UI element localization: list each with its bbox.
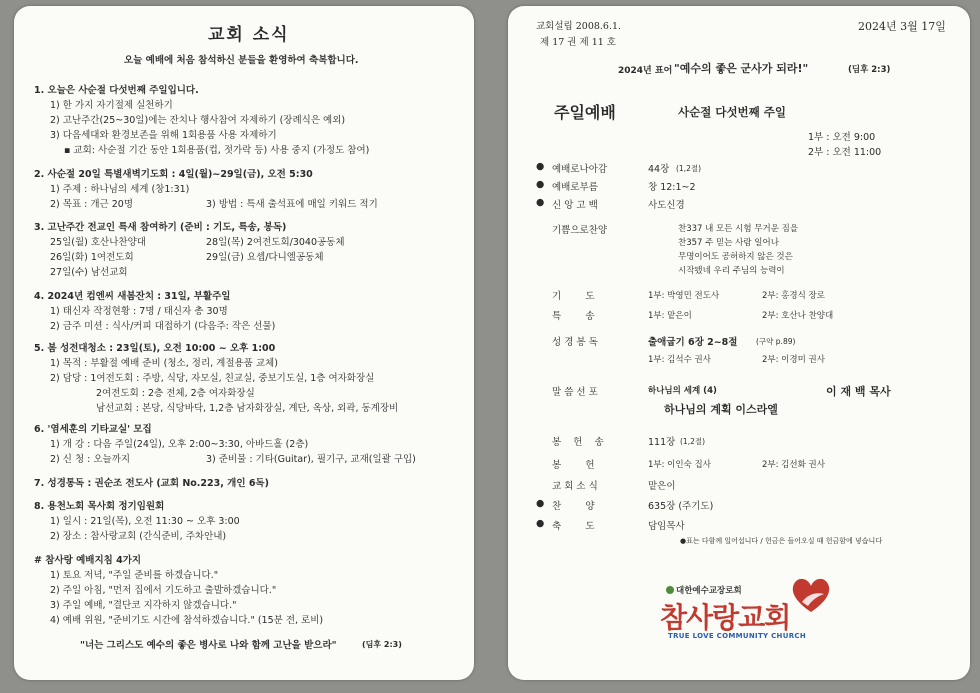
order-label: 특 송 <box>552 311 595 322</box>
section-1-line: 1) 한 가지 자기절제 실천하기 <box>50 100 173 111</box>
order-value: 맡은이 <box>648 481 676 492</box>
section-9-line: 2) 주일 아침, "먼저 집에서 기도하고 출발하겠습니다." <box>50 585 277 596</box>
section-5-line: 2) 담당 : 1여전도회 : 주방, 식당, 자모실, 친교실, 중보기도실, 1층 여자화장실 <box>50 373 375 384</box>
order-value: 출애굽기 6장 2~8절 <box>648 337 738 348</box>
order-label: 예배로나아감 <box>552 164 608 175</box>
order-person: 2부: 김선화 권사 <box>762 460 825 470</box>
section-9-head: # 참사랑 예배지침 4가지 <box>34 555 142 566</box>
order-note: (1,2절) <box>680 437 706 446</box>
announcements-title: 교회 소식 <box>208 25 290 45</box>
praise-line: 시작됐네 우리 주님의 능력이 <box>678 266 785 276</box>
section-2-line: 3) 방법 : 특새 출석표에 매일 키워드 적기 <box>206 199 378 210</box>
section-5-head: 5. 봄 성전대청소 : 23일(토), 오전 10:00 ~ 오후 1:00 <box>34 343 276 354</box>
standing-note: ●표는 다함께 일어섭니다 / 헌금은 들어오실 때 헌금함에 넣습니다 <box>680 537 883 545</box>
section-2-line: 2) 목표 : 개근 20명 <box>50 199 134 210</box>
section-6-line: 3) 준비물 : 기타(Guitar), 필기구, 교재(일괄 구입) <box>206 454 416 465</box>
church-name: 참사랑교회 <box>660 601 791 634</box>
service-time-1: 1부 : 오전 9:00 <box>808 132 876 143</box>
section-4-line: 1) 태신자 작정현황 : 7명 / 태신자 총 30명 <box>50 306 228 317</box>
order-value: 44장 <box>648 164 670 175</box>
order-label: 축 도 <box>552 521 595 532</box>
section-8-head: 8. 용천노회 목사회 정기임원회 <box>34 501 165 512</box>
standing-bullet: ● <box>536 498 545 509</box>
standing-bullet: ● <box>536 179 545 190</box>
praise-line: 찬357 주 믿는 사람 일어나 <box>678 238 779 248</box>
order-value: 사도신경 <box>648 200 685 211</box>
leaf-icon <box>666 586 674 594</box>
service-title: 주일예배 <box>554 103 616 122</box>
order-note: (1,2절) <box>676 164 702 173</box>
order-person: 1부: 박영민 전도사 <box>648 291 720 301</box>
motto: "예수의 좋은 군사가 되라!" <box>674 62 809 75</box>
section-1-head: 1. 오늘은 사순절 다섯번째 주일입니다. <box>34 85 199 96</box>
praise-line: 무명이어도 공허하지 않은 것은 <box>678 252 793 262</box>
sermon-series: 하나님의 세계 (4) <box>648 386 717 396</box>
order-person: 1부: 이인숙 집사 <box>648 460 711 470</box>
order-label: 말 씀 선 포 <box>552 387 598 398</box>
order-label: 예배로부름 <box>552 182 598 193</box>
order-label: 성 경 봉 독 <box>552 337 598 348</box>
section-9-line: 1) 토요 저녁, "주일 준비를 하겠습니다." <box>50 570 219 581</box>
order-person: 1부: 맡은이 <box>648 311 692 321</box>
order-label: 봉 헌 송 <box>552 437 604 448</box>
volume-number: 제 17 권 제 11 호 <box>540 37 616 48</box>
section-3-line: 27일(수) 남선교회 <box>50 267 128 278</box>
order-person: 1부: 김석수 권사 <box>648 355 711 365</box>
section-5-line: 남선교회 : 본당, 식당바닥, 1,2층 남자화장실, 계단, 옥상, 외곽, 동계장비 <box>96 403 399 414</box>
motto-ref: (딤후 2:3) <box>848 65 891 75</box>
footer-verse: "너는 그리스도 예수의 좋은 병사로 나와 함께 고난을 받으라" <box>80 640 337 651</box>
church-logo <box>660 572 830 652</box>
order-person: 2부: 호산나 찬양대 <box>762 311 834 321</box>
order-value: 635장 (주기도) <box>648 501 714 512</box>
order-label: 기쁨으로찬양 <box>552 225 608 236</box>
section-9-line: 3) 주일 예배, "결단코 지각하지 않겠습니다." <box>50 600 237 611</box>
motto-prefix: 2024년 표어 <box>618 66 673 76</box>
praise-line: 찬337 내 모든 시험 무거운 짐을 <box>678 224 799 234</box>
section-2-head: 2. 사순절 20일 특별새벽기도회 : 4일(월)~29일(금), 오전 5:30 <box>34 169 313 180</box>
section-4-line: 2) 금주 미션 : 식사/커피 대접하기 (다음주: 작은 선물) <box>50 321 276 332</box>
heart-bird-icon <box>788 572 834 616</box>
section-6-line: 1) 개 강 : 다음 주일(24일), 오후 2:00~3:30, 아바드홀 (2층) <box>50 439 309 450</box>
section-8-line: 2) 장소 : 참사랑교회 (간식준비, 주차안내) <box>50 531 227 542</box>
order-person: 2부: 이경미 권사 <box>762 355 825 365</box>
denomination: 대한예수교장로회 <box>676 586 742 596</box>
section-8-line: 1) 일시 : 21일(목), 오전 11:30 ~ 오후 3:00 <box>50 516 240 527</box>
footer-verse-ref: (딤후 2:3) <box>362 640 402 649</box>
section-2-line: 1) 주제 : 하나님의 세계 (창1:31) <box>50 184 190 195</box>
order-value: 111장 <box>648 437 676 448</box>
speaker: 이 재 백 목사 <box>826 385 891 398</box>
standing-bullet: ● <box>536 197 545 208</box>
order-value: 창 12:1~2 <box>648 182 696 193</box>
announcements-page <box>14 6 474 680</box>
section-4-head: 4. 2024년 컴엔씨 새봄잔치 : 31일, 부활주일 <box>34 291 231 302</box>
order-person: 2부: 홍경식 장로 <box>762 291 825 301</box>
section-3-line: 26일(화) 1여전도회 <box>50 252 134 263</box>
church-english-name: TRUE LOVE COMMUNITY CHURCH <box>668 632 806 640</box>
section-3-line: 29일(금) 요셉/다니엘공동체 <box>206 252 324 263</box>
section-3-line: 28일(목) 2여전도회/3040공동체 <box>206 237 345 248</box>
standing-bullet: ● <box>536 518 545 529</box>
service-subtitle: 사순절 다섯번째 주일 <box>678 105 786 119</box>
bulletin-date: 2024년 3월 17일 <box>858 20 946 33</box>
worship-order-page <box>508 6 970 680</box>
order-label: 찬 양 <box>552 501 595 512</box>
sermon-title: 하나님의 계획 이스라엘 <box>664 403 778 416</box>
standing-bullet: ● <box>536 161 545 172</box>
order-value: 담임목사 <box>648 521 685 532</box>
order-note: (구약 p.89) <box>756 337 796 346</box>
section-7-head: 7. 성경통독 : 권순조 전도사 (교회 No.223, 개인 6독) <box>34 478 269 489</box>
section-3-head: 3. 고난주간 전교인 특새 참여하기 (준비 : 기도, 특송, 봉독) <box>34 222 287 233</box>
section-1-line: 2) 고난주간(25~30일)에는 잔치나 행사참여 자제하기 (장례식은 예외) <box>50 115 346 126</box>
service-time-2: 2부 : 오전 11:00 <box>808 147 882 158</box>
section-6-head: 6. '염세훈의 기타교실' 모집 <box>34 424 152 435</box>
order-label: 봉 헌 <box>552 460 595 471</box>
section-5-line: 1) 목적 : 부활절 예배 준비 (청소, 정리, 계절용품 교체) <box>50 358 278 369</box>
section-9-line: 4) 예배 위원, "준비기도 시간에 참석하겠습니다." (15분 전, 로비) <box>50 615 324 626</box>
section-5-line: 2여전도회 : 2층 전체, 2층 여자화장실 <box>96 388 255 399</box>
section-1-line: 3) 다음세대와 환경보존을 위해 1회용품 사용 자제하기 <box>50 130 277 141</box>
order-label: 신 앙 고 백 <box>552 200 598 211</box>
established-date: 교회설립 2008.6.1. <box>536 21 622 32</box>
section-3-line: 25일(월) 호산나찬양대 <box>50 237 146 248</box>
section-1-line: ▪ 교회: 사순절 기간 동안 1회용품(컵, 젓가락 등) 사용 중지 (가정도 참여) <box>64 145 370 156</box>
order-label: 기 도 <box>552 291 595 302</box>
order-label: 교 회 소 식 <box>552 481 598 492</box>
section-6-line: 2) 신 청 : 오늘까지 <box>50 454 131 465</box>
welcome-text: 오늘 예배에 처음 참석하신 분들을 환영하여 축복합니다. <box>124 55 359 66</box>
